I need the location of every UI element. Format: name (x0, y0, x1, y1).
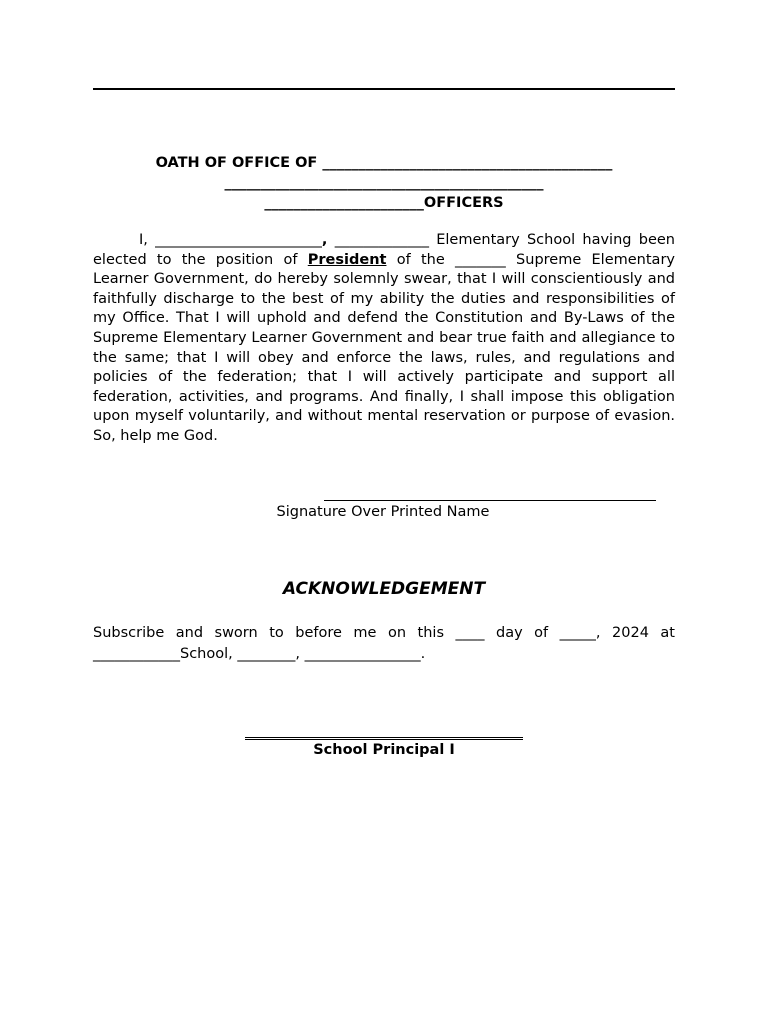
oath-title (93, 153, 675, 213)
oath-position: President (307, 251, 387, 268)
acknowledgement-text (93, 623, 675, 665)
oath-name-blank: I, _______________________ (139, 232, 322, 248)
oath-title-line-2: ____________________________________________ (224, 175, 544, 191)
signature-caption: Signature Over Printed Name (276, 504, 490, 520)
top-rule (93, 88, 675, 90)
acknowledgement-heading: ACKNOWLEDGEMENT (282, 579, 486, 599)
oath-text-part-1: _____________ Elementary School having been elected to the position of (93, 232, 675, 268)
oath-title-line-1: OATH OF OFFICE OF ________________________________________ (155, 155, 613, 171)
oath-title-line-3: ______________________OFFICERS (264, 195, 504, 211)
signature-line (324, 500, 656, 501)
acknowledgement-line-2: ____________School, ________, ________________. (93, 646, 426, 662)
oath-text-part-2: of the _______ Supreme Elementary Learner Government, do hereby solemnly swear, that I will conscientiously and faithfully discharge to the best of my ability the duties and responsibilities of my Office. That I will uphold and defend the Constitution and By-Laws of the Supreme Elementary Learner Government and bear true faith and allegiance to the same; that I will obey and enforce the laws, rules, and regulations and policies of the federation; that I will actively participate and support all federation, activities, and programs. And finally, I shall impose this obligation upon myself voluntarily, and without mental reservation or purpose of evasion. So, help me God. (93, 251, 675, 444)
acknowledgement-line-1: Subscribe and sworn to before me on this ____ day of _____, 2024 at (93, 625, 675, 641)
oath-paragraph (93, 231, 675, 447)
principal-caption: School Principal I (313, 742, 455, 758)
oath-comma: , (321, 232, 328, 248)
